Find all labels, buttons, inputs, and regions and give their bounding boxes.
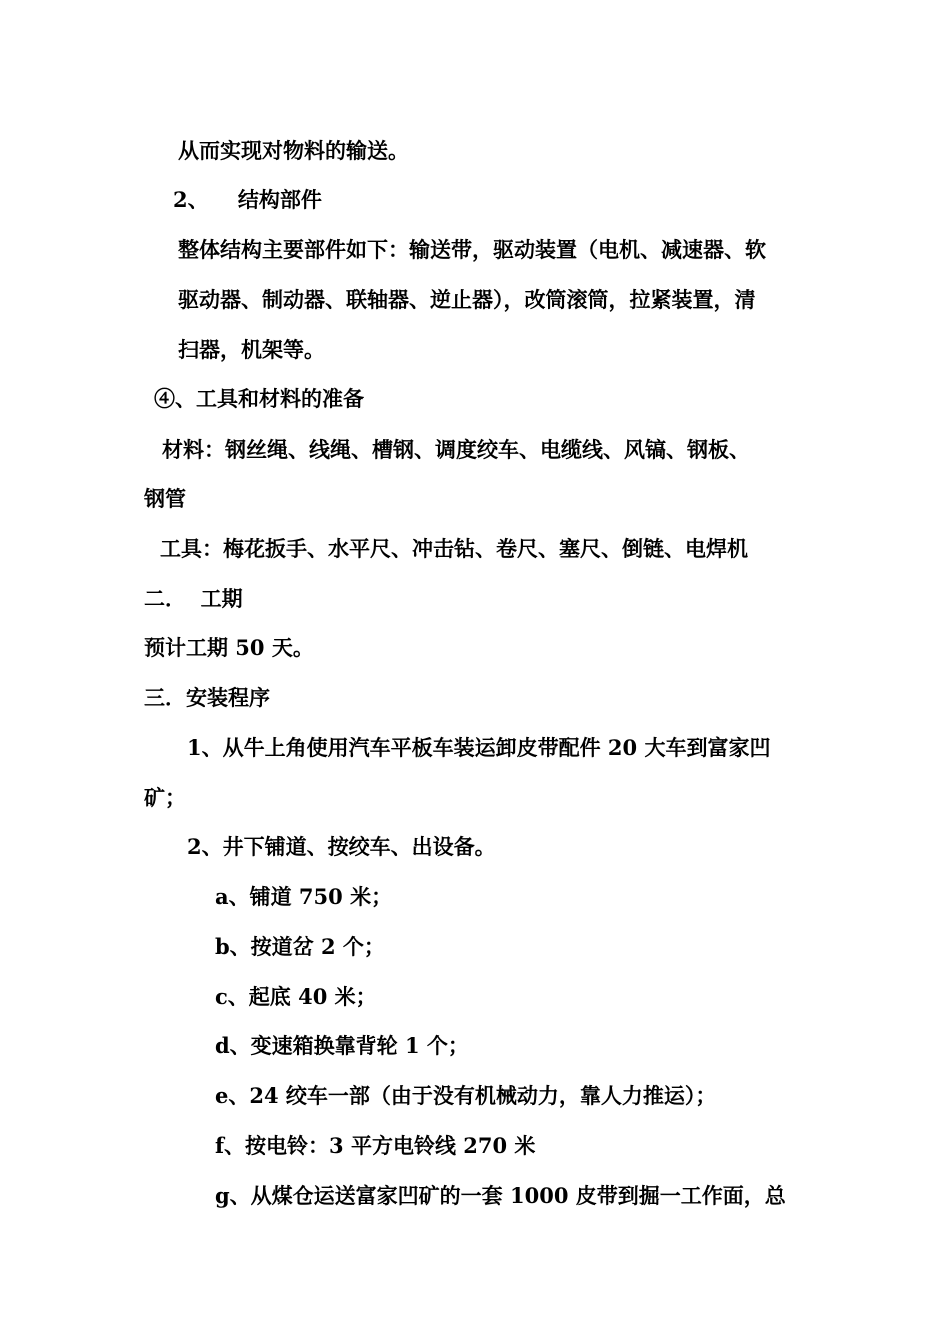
- heading-tools-materials: ④、工具和材料的准备: [154, 386, 364, 411]
- text-line-conveying: 从而实现对物料的输送。: [178, 138, 409, 163]
- text-line-materials-2: 钢管: [144, 486, 186, 511]
- list-item-c: c、起底 40 米；: [215, 984, 377, 1009]
- list-item-a: a、铺道 750 米；: [215, 884, 393, 909]
- list-item-d: d、变速箱换靠背轮 1 个；: [215, 1033, 469, 1058]
- text-line-schedule: 预计工期 50 天。: [144, 635, 314, 660]
- text-line-parts-2: 驱动器、制动器、联轴器、逆止器），改筒滚筒，拉紧装置，清: [178, 287, 756, 312]
- text-line-parts-3: 扫器，机架等。: [178, 337, 325, 362]
- list-item-g: g、从煤仓运送富家凹矿的一套 1000 皮带到掘一工作面，总: [215, 1183, 786, 1208]
- text-line-tools: 工具：梅花扳手、水平尺、冲击钻、卷尺、塞尺、倒链、电焊机: [160, 536, 748, 561]
- text-line-materials-1: 材料：钢丝绳、线绳、槽钢、调度绞车、电缆线、风镐、钢板、: [162, 437, 750, 462]
- text-line-step-2: 2、井下铺道、按绞车、出设备。: [187, 834, 496, 859]
- text-line-step-1b: 矿；: [144, 785, 186, 810]
- heading-structure-parts: 2、 结构部件: [173, 187, 322, 212]
- text-line-step-1a: 1、从牛上角使用汽车平板车装运卸皮带配件 20 大车到富家凹: [187, 735, 771, 760]
- list-item-f: f、按电铃：3 平方电铃线 270 米: [215, 1133, 536, 1158]
- text-line-parts-1: 整体结构主要部件如下：输送带，驱动装置（电机、减速器、软: [178, 237, 766, 262]
- list-item-e: e、24 绞车一部（由于没有机械动力，靠人力推运）；: [215, 1083, 717, 1108]
- heading-install-procedure: 三．安装程序: [144, 685, 270, 710]
- heading-schedule: 二． 工期: [144, 586, 243, 611]
- list-item-b: b、按道岔 2 个；: [215, 934, 385, 959]
